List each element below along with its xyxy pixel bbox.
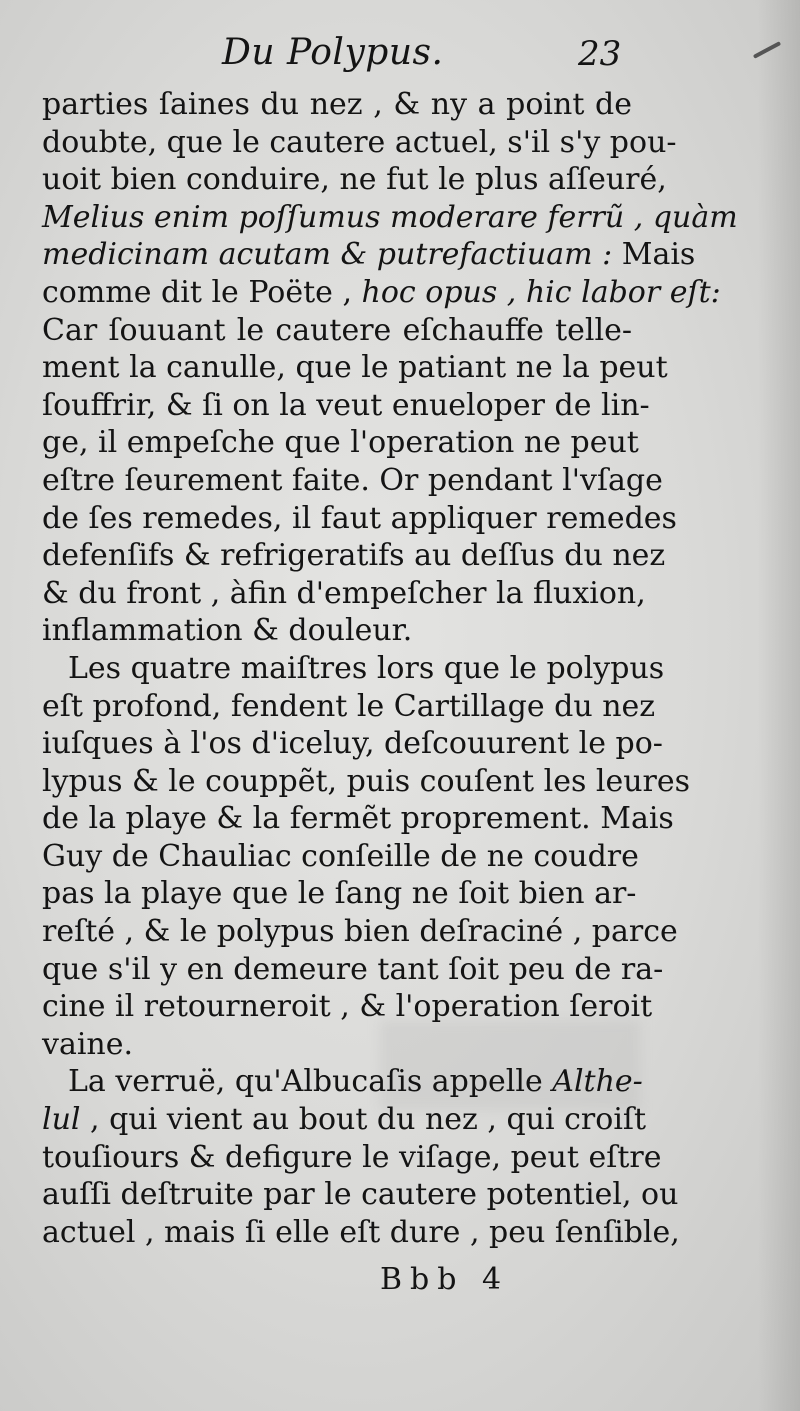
text-line: ment la canulle, que le patiant ne la peut xyxy=(42,350,668,386)
text-line: lypus & le couppẽt, puis couſent les leures xyxy=(42,763,691,799)
text-line: Car ſouuant le cautere eſchauffe telle- xyxy=(42,312,632,348)
text-line: de ſes remedes, il faut appliquer remedes xyxy=(42,500,677,536)
text-segment: Mais xyxy=(612,237,696,273)
text-line: inflammation & douleur. xyxy=(42,613,413,649)
paragraph xyxy=(42,650,691,1064)
text-line: ſouffrir, & ſi on la veut enueloper de lin- xyxy=(42,387,650,423)
text-line: pas la playe que le ſang ne ſoit bien ar- xyxy=(42,876,637,912)
page-edge-shadow xyxy=(758,0,800,1411)
paragraph xyxy=(42,1063,680,1251)
text-line: cine il retourneroit , & l'operation ſeroit xyxy=(42,989,653,1025)
text-line: eſt profond, fendent le Cartillage du nez xyxy=(42,688,656,724)
body-text xyxy=(42,86,738,1251)
text-line: iuſques à l'os d'iceluy, deſcouurent le po- xyxy=(42,726,663,762)
italic-segment: Althe- xyxy=(552,1064,643,1100)
text-line: de la playe & la fermẽt proprement. Mais xyxy=(42,801,674,837)
text-line: Melius enim poſſumus moderare ferrũ , quàm xyxy=(42,199,738,235)
text-line: touſiours & defigure le viſage, peut eſtre xyxy=(42,1139,662,1175)
signature-mark: Bbb 4 xyxy=(380,1262,510,1297)
page-number: 23 xyxy=(578,34,622,74)
text-line: ge, il empeſche que l'operation ne peut xyxy=(42,425,639,461)
text-line xyxy=(42,236,696,274)
text-segment: comme dit le Poëte , xyxy=(42,274,362,310)
text-line xyxy=(42,274,721,312)
text-line: Les quatre maiſtres lors que le polypus xyxy=(68,650,665,686)
text-line xyxy=(42,1101,647,1139)
text-segment: , qui vient au bout du nez , qui croiſt xyxy=(80,1102,647,1138)
running-head-title: Du Polypus. xyxy=(222,32,444,73)
text-line: eſtre ſeurement faite. Or pendant l'vſage xyxy=(42,462,663,498)
italic-segment: medicinam acutam & putrefactiuam : xyxy=(42,237,613,273)
italic-segment: lul xyxy=(42,1102,81,1138)
text-line: actuel , mais ſi elle eſt dure , peu ſenſible, xyxy=(42,1214,680,1250)
text-line: uoit bien conduire, ne fut le plus aſſeuré, xyxy=(42,162,667,198)
text-line: parties ſaines du nez , & ny a point de xyxy=(42,87,632,122)
text-line: & du front , àfin d'empeſcher la fluxion, xyxy=(42,575,646,611)
text-line: vaine. xyxy=(42,1026,134,1062)
running-head xyxy=(0,30,800,78)
text-segment: La verruë, qu'Albucaſis appelle xyxy=(68,1064,553,1100)
text-line: reſté , & le polypus bien deſraciné , parce xyxy=(42,914,678,950)
paragraph xyxy=(42,86,738,650)
text-line: auſſi deſtruite par le cautere potentiel, ou xyxy=(42,1177,679,1213)
text-line xyxy=(42,1063,643,1101)
text-line: Guy de Chauliac conſeille de ne coudre xyxy=(42,838,639,874)
text-line: defenſifs & refrigeratifs au deſſus du nez xyxy=(42,538,666,574)
text-line: doubte, que le cautere actuel, s'il s'y pou- xyxy=(42,124,677,160)
italic-segment: hoc opus , hic labor eſt: xyxy=(361,274,721,310)
text-line: que s'il y en demeure tant ſoit peu de ra- xyxy=(42,951,664,987)
